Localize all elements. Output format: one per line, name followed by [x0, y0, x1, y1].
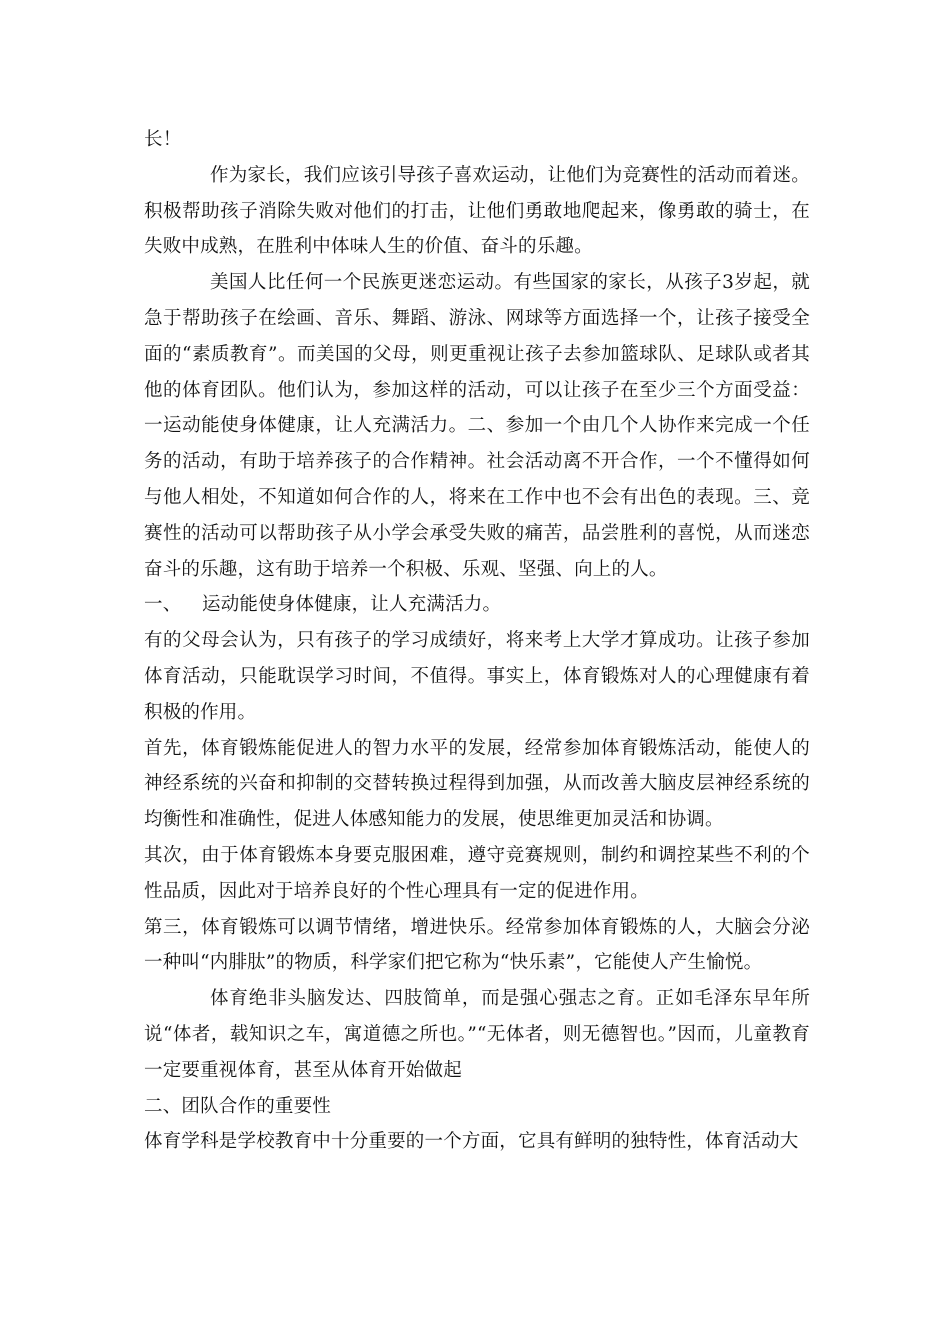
- paragraph-third-benefit: 第三，体育锻炼可以调节情绪，增进快乐。经常参加体育锻炼的人，大脑会分泌一种叫“内腓肽”的物质，科学家们把它称为“快乐素”，它能使人产生愉悦。: [144, 916, 810, 974]
- paragraph-second-benefit: 其次，由于体育锻炼本身要克服困难，遵守竞赛规则，制约和调控某些不利的个性品质，因此对于培养良好的个性心理具有一定的促进作用。: [144, 844, 810, 902]
- paragraph-pe-subject: 体育学科是学校教育中十分重要的一个方面，它具有鲜明的独特性，体育活动大: [144, 1131, 799, 1153]
- document-page: [144, 122, 810, 1160]
- section-heading-one-number: 一、: [144, 594, 182, 616]
- section-heading-one: [144, 587, 810, 623]
- paragraph-continuation: 长！: [144, 129, 182, 150]
- paragraph-first-benefit: 首先，体育锻炼能促进人的智力水平的发展，经常参加体育锻炼活动，能使人的神经系统的兴奋和抑制的交替转换过程得到加强，从而改善大脑皮层神经系统的均衡性和准确性，促进人体感知能力的发展，使思维更加灵活和协调。: [144, 737, 810, 831]
- paragraph-mao-quote: 体育绝非头脑发达、四肢简单，而是强心强志之育。正如毛泽东早年所说“体者，载知识之车，寓道德之所也。”“无体者，则无德智也。”因而，儿童教育一定要重视体育，甚至从体育开始做起: [144, 988, 810, 1081]
- section-heading-one-text: 运动能使身体健康，让人充满活力。: [202, 594, 502, 616]
- paragraph-parents-guidance: 作为家长，我们应该引导孩子喜欢运动，让他们为竞赛性的活动而着迷。积极帮助孩子消除失败对他们的打击，让他们勇敢地爬起来，像勇敢的骑士，在失败中成熟，在胜利中体味人生的价值、奋斗的乐趣。: [144, 164, 810, 258]
- section-heading-two: 二、团队合作的重要性: [144, 1095, 332, 1117]
- paragraph-study-concern: 有的父母会认为，只有孩子的学习成绩好，将来考上大学才算成功。让孩子参加体育活动，只能耽误学习时间，不值得。事实上，体育锻炼对人的心理健康有着积极的作用。: [144, 630, 810, 723]
- paragraph-american-sports: 美国人比任何一个民族更迷恋运动。有些国家的家长，从孩子3岁起，就急于帮助孩子在绘画、音乐、舞蹈、游泳、网球等方面选择一个，让孩子接受全面的“素质教育”。而美国的父母，则更重视让孩子去参加篮球队、足球队或者其他的体育团队。他们认为，参加这样的活动，可以让孩子在至少三个方面受益：一运动能使身体健康，让人充满活力。二、参加一个由几个人协作来完成一个任务的活动，有助于培养孩子的合作精神。社会活动离不开合作，一个不懂得如何与他人相处，不知道如何合作的人，将来在工作中也不会有出色的表现。三、竞赛性的活动可以帮助孩子从小学会承受失败的痛苦，品尝胜利的喜悦，从而迷恋奋斗的乐趣，这有助于培养一个积极、乐观、坚强、向上的人。: [144, 272, 810, 580]
